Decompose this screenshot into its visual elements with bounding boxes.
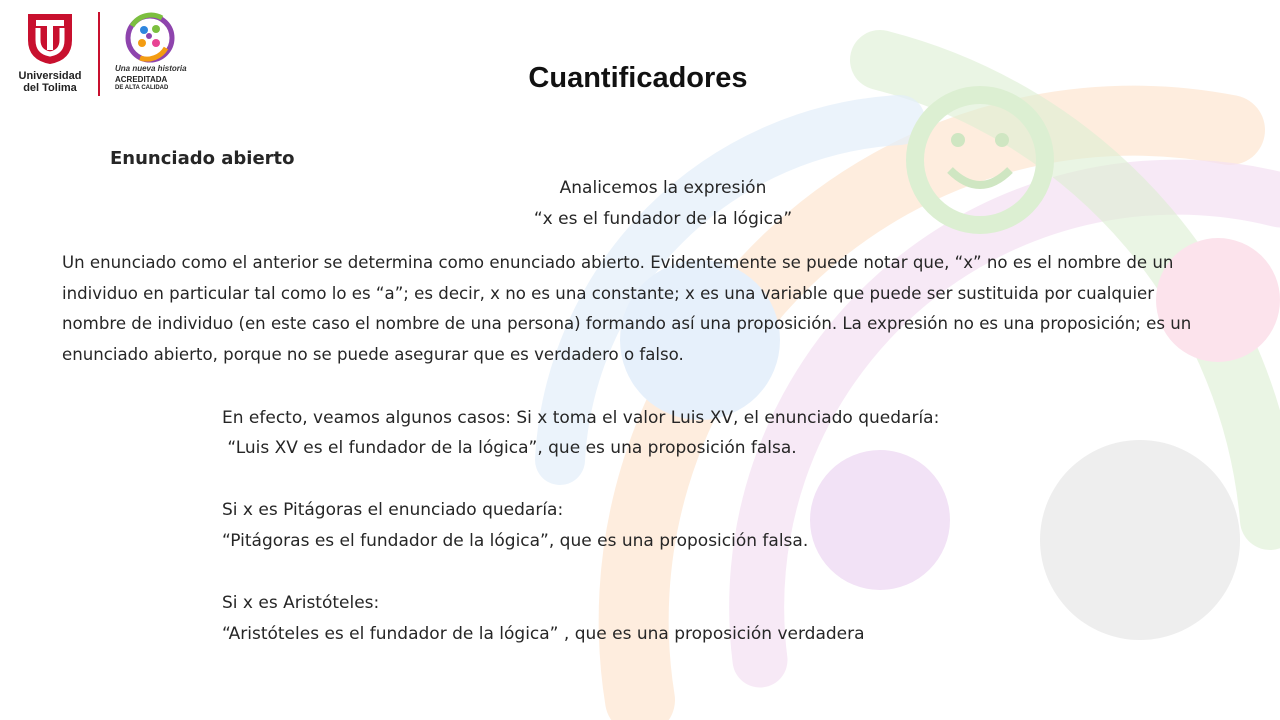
case-pitagoras-intro: Si x es Pitágoras el enunciado quedaría: [222,500,564,520]
case-luis-xv: “Luis XV es el fundador de la lógica”, que es una proposición falsa. [222,438,797,458]
case-aristoteles-intro: Si x es Aristóteles: [222,593,380,613]
ut-shield-icon [14,10,86,66]
case-aristoteles: “Aristóteles es el fundador de la lógica” , que es una proposición verdadera [222,624,865,644]
intro-line-1: Analicemos la expresión [559,178,767,198]
accreditation-sublabel: DE ALTA CALIDAD [115,85,169,91]
accreditation-label: ACREDITADA [115,75,168,84]
slide-title: Cuantificadores [528,62,748,94]
section-subheading: Enunciado abierto [110,148,295,169]
accreditation-circle-icon [122,12,178,64]
university-line-2: del Tolima [23,82,77,94]
university-line-1: Universidad [18,70,82,82]
case-pitagoras: “Pitágoras es el fundador de la lógica”, que es una proposición falsa. [222,531,809,551]
accreditation-tagline: Una nueva historia [115,64,187,73]
case-intro-line: En efecto, veamos algunos casos: Si x toma el valor Luis XV, el enunciado quedaría: [222,408,940,428]
explanation-paragraph: Un enunciado como el anterior se determina como enunciado abierto. Evidentemente se puede notar que, “x” no es el nombre de un individuo en particular tal como lo es “a”; es decir, x no es una constante; x es una variable que puede ser sustituida por cualquier nombre de individuo (en este caso el nombre de una persona) formando así una proposición. La expresión no es una proposición; es un enunciado abierto, porque no se puede asegurar que es verdadero o falso. [62,253,1192,364]
intro-expression: “x es el fundador de la lógica” [533,209,793,229]
